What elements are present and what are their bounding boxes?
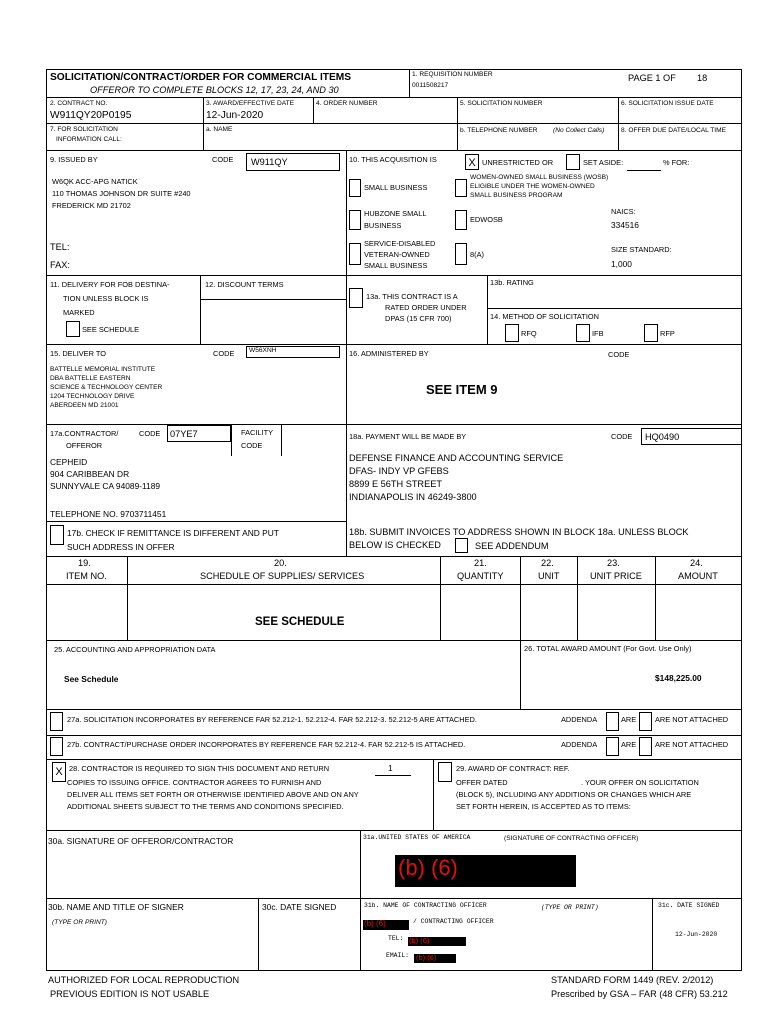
redaction-officer-tel-label: (b) (6) (409, 936, 430, 945)
are-not-27a-checkbox[interactable] (639, 712, 652, 731)
col-22-number: 22. (541, 558, 554, 568)
copies-count: 1 (388, 763, 393, 773)
delivery-label-1: 11. DELIVERY FOR FOB DESTINA- (50, 280, 170, 289)
contractor-code-label: CODE (139, 429, 161, 438)
contractor-label-2: OFFEROR (66, 441, 103, 450)
contractor-line2: 904 CARIBBEAN DR (50, 469, 130, 479)
are-27a-label: ARE (621, 715, 637, 724)
page-total: 18 (697, 73, 708, 83)
percent-for-label: % FOR: (663, 158, 690, 167)
deliver-to-code-label: CODE (213, 349, 235, 358)
deliver-to-label: 15. DELIVER TO (50, 349, 107, 358)
rfq-checkbox[interactable] (505, 324, 519, 342)
naics-code: 334516 (611, 220, 639, 230)
contractor-line1: CEPHEID (50, 457, 88, 467)
fax-label: FAX: (50, 260, 70, 270)
clause-29-line3: (BLOCK 5), INCLUDING ANY ADDITIONS OR CHANGES WHICH ARE (456, 790, 692, 799)
set-aside-label: SET ASIDE: (583, 158, 624, 167)
clause-27b-text: 27b. CONTRACT/PURCHASE ORDER INCORPORATES BY REFERENCE FAR 52.212-4. FAR 52.212-5 IS ATTACHED. (67, 740, 466, 749)
invoice-label-1: 18b. SUBMIT INVOICES TO ADDRESS SHOWN IN BLOCK 18a. UNLESS BLOCK (349, 527, 689, 537)
deliver-to-line1: BATTELLE MEMORIAL INSTITUTE (50, 366, 156, 373)
col-amount: AMOUNT (678, 571, 718, 581)
administered-by-label: 16. ADMINISTERED BY (349, 349, 429, 358)
method-label: 14. METHOD OF SOLICITATION (490, 312, 599, 321)
col-20-number: 20. (274, 558, 287, 568)
rated-order-label-2: RATED ORDER UNDER (385, 303, 467, 312)
deliver-to-code[interactable]: W56XNH (249, 347, 277, 354)
ifb-checkbox[interactable] (576, 324, 590, 342)
see-addendum-checkbox[interactable] (455, 538, 468, 553)
payment-code-label: CODE (611, 432, 633, 441)
award-checkbox[interactable] (438, 762, 452, 782)
footer-edition: PREVIOUS EDITION IS NOT USABLE (50, 989, 210, 999)
solicitation-number-label: 5. SOLICITATION NUMBER (460, 100, 543, 107)
rated-order-checkbox[interactable] (349, 288, 363, 308)
form-subtitle: OFFEROR TO COMPLETE BLOCKS 12, 17, 23, 24, AND 30 (90, 85, 339, 95)
col-24-number: 24. (690, 558, 703, 568)
footer-prescribed: Prescribed by GSA – FAR (48 CFR) 53.212 (551, 989, 728, 999)
payment-label: 18a. PAYMENT WILL BE MADE BY (349, 432, 467, 441)
page-label: PAGE 1 OF (628, 73, 676, 83)
accounting-label: 25. ACCOUNTING AND APPROPRIATION DATA (54, 645, 216, 654)
small-business-label: SMALL BUSINESS (364, 183, 428, 192)
officer-title: / CONTRACTING OFFICER (413, 918, 494, 925)
hubzone-checkbox[interactable] (349, 210, 361, 230)
issued-by-line1: W6QK ACC-APG NATICK (52, 177, 138, 186)
sdvosb-label-2: VETERAN-OWNED (364, 250, 430, 259)
are-not-27b-checkbox[interactable] (639, 737, 652, 756)
hubzone-label-1: HUBZONE SMALL (364, 209, 427, 218)
signature-officer-label: (SIGNATURE OF CONTRACTING OFFICER) (504, 835, 639, 842)
deliver-to-line4: 1204 TECHNOLOGY DRIVE (50, 393, 135, 400)
officer-type-note: (TYPE OR PRINT) (541, 904, 599, 911)
administered-by-code-label: CODE (608, 350, 630, 359)
are-not-27b-label: ARE NOT ATTACHED (655, 740, 729, 749)
requisition-number: 0011508217 (412, 82, 449, 89)
issued-by-code-label: CODE (212, 155, 234, 164)
rated-order-label-1: 13a. THIS CONTRACT IS A (366, 292, 458, 301)
tel-label: TEL: (50, 242, 70, 252)
info-call-label: 7. FOR SOLICITATION (50, 126, 118, 133)
col-23-number: 23. (607, 558, 620, 568)
col-21-number: 21. (474, 558, 487, 568)
requisition-label: 1. REQUISITION NUMBER (412, 71, 493, 78)
info-call-label-2: INFORMATION CALL: (56, 136, 122, 143)
naics-label: NAICS: (611, 207, 636, 216)
redaction-signature-label: (b) (6) (398, 855, 458, 880)
signer-name-label: 30b. NAME AND TITLE OF SIGNER (48, 902, 184, 912)
clause-29-offer-dated: OFFER DATED (456, 778, 508, 787)
redaction-officer-email-label: (b) (6) (416, 953, 437, 962)
rated-order-label-3: DPAS (15 CFR 700) (385, 314, 452, 323)
footer-reproduction: AUTHORIZED FOR LOCAL REPRODUCTION (48, 975, 240, 985)
contract-no-label: 2. CONTRACT NO. (50, 100, 108, 107)
col-unit-price: UNIT PRICE (590, 571, 642, 581)
payment-line4: INDIANAPOLIS IN 46249-3800 (349, 492, 477, 502)
are-27a-checkbox[interactable] (606, 712, 619, 731)
rfq-label: RFQ (521, 329, 537, 338)
solicitation-issue-date-label: 6. SOLICITATION ISSUE DATE (621, 100, 714, 107)
issued-by-line2: 110 THOMAS JOHNSON DR SUITE #240 (52, 189, 191, 198)
officer-email-label: EMAIL: (386, 952, 410, 959)
signature-offeror-label: 30a. SIGNATURE OF OFFEROR/CONTRACTOR (48, 836, 234, 846)
no-collect-note: (No Collect Calls) (553, 127, 605, 134)
total-award-amount: $148,225.00 (655, 673, 702, 683)
contractor-telephone: TELEPHONE NO. 9703711451 (50, 509, 167, 519)
sdvosb-label-1: SERVICE-DISABLED (364, 239, 436, 248)
wosb-label-2: ELIGIBLE UNDER THE WOMEN-OWNED (470, 183, 595, 190)
date-signed-label: 30c. DATE SIGNED (262, 902, 337, 912)
sdvosb-label-3: SMALL BUSINESS (364, 261, 428, 270)
accounting-value: See Schedule (64, 674, 119, 684)
edwosb-label: EDWOSB (470, 215, 503, 224)
small-business-checkbox[interactable] (349, 179, 361, 197)
see-addendum-label: SEE ADDENDUM (475, 541, 549, 551)
remittance-label-1: 17b. CHECK IF REMITTANCE IS DIFFERENT AND PUT (67, 528, 279, 538)
addenda-27b-label: ADDENDA (561, 740, 598, 749)
award-date-label: 3. AWARD/EFFECTIVE DATE (206, 100, 295, 107)
contractor-label-1: 17a.CONTRACTOR/ (50, 429, 119, 438)
addenda-27a-label: ADDENDA (561, 715, 598, 724)
clause-29-line2: . YOUR OFFER ON SOLICITATION (581, 778, 699, 787)
offer-due-label: 8. OFFER DUE DATE/LOCAL TIME (621, 127, 727, 134)
form-title: SOLICITATION/CONTRACT/ORDER FOR COMMERCIAL ITEMS (50, 72, 352, 83)
acquisition-label: 10. THIS ACQUISITION IS (349, 155, 437, 164)
clause-28-line1: 28. CONTRACTOR IS REQUIRED TO SIGN THIS DOCUMENT AND RETURN (69, 764, 330, 773)
rfp-label: RFP (660, 329, 675, 338)
telephone-label: b. TELEPHONE NUMBER (460, 127, 538, 134)
clause-29-line1: 29. AWARD OF CONTRACT: REF. (456, 764, 570, 773)
invoice-label-2: BELOW IS CHECKED (349, 540, 441, 550)
edwosb-checkbox[interactable] (455, 210, 467, 230)
remittance-label-2: SUCH ADDRESS IN OFFER (67, 542, 175, 552)
are-not-27a-label: ARE NOT ATTACHED (655, 715, 729, 724)
contractor-line3: SUNNYVALE CA 94089-1189 (50, 481, 161, 491)
payment-line1: DEFENSE FINANCE AND ACCOUNTING SERVICE (349, 453, 564, 463)
facility-label-1: FACILITY (241, 428, 274, 437)
eight-a-label: 8(A) (470, 250, 484, 259)
deliver-to-line5: ABERDEEN MD 21001 (50, 402, 119, 409)
rfp-checkbox[interactable] (644, 324, 658, 342)
wosb-checkbox[interactable] (455, 179, 467, 197)
award-date[interactable]: 12-Jun-2020 (206, 110, 264, 121)
facility-label-2: CODE (241, 441, 263, 450)
hubzone-label-2: BUSINESS (364, 221, 402, 230)
name-label: a. NAME (206, 126, 233, 133)
issued-by-code[interactable]: W911QY (251, 157, 288, 167)
officer-date-signed-label: 31c. DATE SIGNED (658, 902, 720, 909)
clause-28-line2: COPIES TO ISSUING OFFICE. CONTRACTOR AGREES TO FURNISH AND (67, 778, 322, 787)
clause-28-line4: ADDITIONAL SHEETS SUBJECT TO THE TERMS AND CONDITIONS SPECIFIED. (67, 802, 344, 811)
rating-label: 13b. RATING (490, 278, 534, 287)
signer-type-note: (TYPE OR PRINT) (52, 919, 107, 926)
set-aside-checkbox[interactable] (566, 154, 580, 170)
delivery-label-3: MARKED (63, 308, 95, 317)
clause-27a-text: 27a. SOLICITATION INCORPORATES BY REFERENCE FAR 52.212-1. 52.212-4. FAR 52.212-3. 52.212-5 ARE ATTACHED. (67, 715, 477, 724)
issued-by-line3: FREDERICK MD 21702 (52, 201, 131, 210)
redaction-officer-name-label: (b) (6) (364, 919, 386, 928)
wosb-label-3: SMALL BUSINESS PROGRAM (470, 192, 563, 199)
contractor-sign-checkbox[interactable]: X (52, 762, 66, 782)
contractor-code[interactable]: 07YE7 (170, 429, 198, 439)
discount-terms-label: 12. DISCOUNT TERMS (205, 280, 284, 289)
clause-28-line3: DELIVER ALL ITEMS SET FORTH OR OTHERWISE IDENTIFIED ABOVE AND ON ANY (67, 790, 359, 799)
see-schedule-text: SEE SCHEDULE (255, 616, 345, 628)
size-standard-value: 1,000 (611, 259, 632, 269)
col-item-no: ITEM NO. (66, 571, 107, 581)
col-quantity: QUANTITY (457, 571, 504, 581)
unrestricted-label: UNRESTRICTED OR (482, 158, 554, 167)
eight-a-checkbox[interactable] (455, 243, 467, 265)
sdvosb-checkbox[interactable] (349, 243, 361, 265)
payment-line3: 8899 E 56TH STREET (349, 479, 442, 489)
deliver-to-line2: DBA BATTELLE EASTERN (50, 375, 131, 382)
issued-by-label: 9. ISSUED BY (50, 155, 98, 164)
are-27b-checkbox[interactable] (606, 737, 619, 756)
wosb-label-1: WOMEN-OWNED SMALL BUSINESS (WOSB) (470, 174, 609, 181)
footer-form-number: STANDARD FORM 1449 (REV. 2/2012) (551, 975, 714, 985)
remittance-checkbox[interactable] (50, 525, 64, 545)
signature-usa-label: 31a.UNITED STATES OF AMERICA (363, 834, 471, 841)
officer-name-label: 31b. NAME OF CONTRACTING OFFICER (364, 902, 487, 909)
clause-29-line4: SET FORTH HEREIN, IS ACCEPTED AS TO ITEMS: (456, 802, 631, 811)
contract-no[interactable]: W911QY20P0195 (50, 110, 132, 121)
see-schedule-label: SEE SCHEDULE (82, 325, 140, 334)
are-27b-label: ARE (621, 740, 637, 749)
see-item-9: SEE ITEM 9 (426, 382, 498, 397)
col-schedule: SCHEDULE OF SUPPLIES/ SERVICES (200, 571, 365, 581)
ifb-label: IFB (592, 329, 604, 338)
unrestricted-checkbox[interactable]: X (465, 154, 479, 170)
clause-27b-checkbox[interactable] (50, 737, 63, 756)
clause-27a-checkbox[interactable] (50, 712, 63, 731)
col-unit: UNIT (538, 571, 560, 581)
payment-line2: DFAS- INDY VP GFEBS (349, 466, 449, 476)
order-number-label: 4. ORDER NUMBER (316, 100, 378, 107)
payment-code[interactable]: HQ0490 (645, 432, 680, 442)
officer-date-signed: 12-Jun-2020 (675, 931, 718, 938)
delivery-label-2: TION UNLESS BLOCK IS (63, 294, 149, 303)
size-standard-label: SIZE STANDARD: (611, 245, 672, 254)
officer-tel-label: TEL: (388, 935, 404, 942)
see-schedule-checkbox[interactable] (66, 321, 80, 337)
col-19-number: 19. (78, 558, 91, 568)
total-award-label: 26. TOTAL AWARD AMOUNT (For Govt. Use Only) (524, 644, 692, 653)
deliver-to-line3: SCIENCE & TECHNOLOGY CENTER (50, 384, 163, 391)
